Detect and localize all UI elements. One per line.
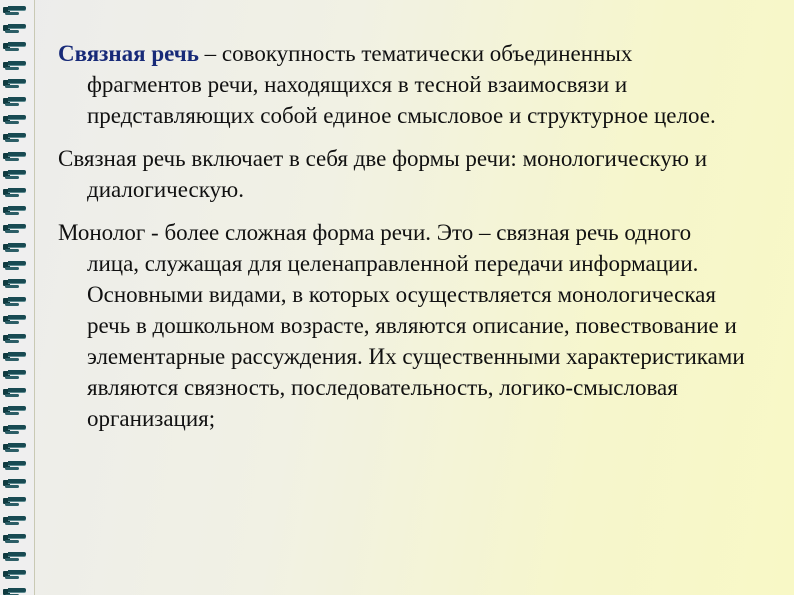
- paragraph-monologue: Монолог - более сложная форма речи. Это – связная речь одного лица, служащая для целенаправленной передачи информации. Основными видами, в которых осуществляется монологическая речь в дошкольном возрасте, являются описание, повествование и элементарные рассуждения. Их существенными характеристиками являются связность, последовательность, логико-смысловая организация;: [58, 220, 745, 431]
- spiral-ring-icon: [3, 40, 25, 52]
- paragraph-forms: Связная речь включает в себя две формы речи: монологическую и диалогическую.: [58, 146, 707, 202]
- spiral-ring-icon: [3, 586, 25, 595]
- spiral-ring-icon: [3, 477, 25, 489]
- spiral-ring-icon: [3, 204, 25, 216]
- spiral-ring-icon: [3, 404, 25, 416]
- spiral-ring-icon: [3, 259, 25, 271]
- spiral-ring-icon: [3, 313, 25, 325]
- spiral-ring-icon: [3, 113, 25, 125]
- spiral-ring-icon: [3, 59, 25, 71]
- spiral-ring-icon: [3, 22, 25, 34]
- slide-content: [58, 38, 748, 446]
- paragraph-definition: [58, 38, 748, 131]
- spiral-ring-icon: [3, 514, 25, 526]
- spiral-ring-icon: [3, 150, 25, 162]
- term-connected-speech: Связная речь: [58, 41, 199, 66]
- spiral-ring-icon: [3, 222, 25, 234]
- spiral-ring-icon: [3, 532, 25, 544]
- binding-divider: [34, 0, 35, 595]
- spiral-ring-icon: [3, 423, 25, 435]
- spiral-ring-icon: [3, 4, 25, 16]
- spiral-ring-icon: [3, 568, 25, 580]
- definition-text: – совокупность тематически объединенных фрагментов речи, находящихся в тесной взаимосвязи и представляющих собой единое смысловое и структурное целое.: [87, 41, 716, 128]
- spiral-ring-icon: [3, 241, 25, 253]
- spiral-ring-icon: [3, 350, 25, 362]
- spiral-ring-icon: [3, 368, 25, 380]
- spiral-ring-icon: [3, 95, 25, 107]
- spiral-ring-icon: [3, 295, 25, 307]
- spiral-ring-icon: [3, 277, 25, 289]
- spiral-ring-icon: [3, 550, 25, 562]
- spiral-ring-icon: [3, 131, 25, 143]
- spiral-ring-icon: [3, 441, 25, 453]
- spiral-ring-icon: [3, 332, 25, 344]
- spiral-ring-icon: [3, 459, 25, 471]
- spiral-ring-icon: [3, 186, 25, 198]
- spiral-ring-icon: [3, 77, 25, 89]
- spiral-ring-icon: [3, 168, 25, 180]
- spiral-ring-icon: [3, 386, 25, 398]
- spiral-ring-icon: [3, 495, 25, 507]
